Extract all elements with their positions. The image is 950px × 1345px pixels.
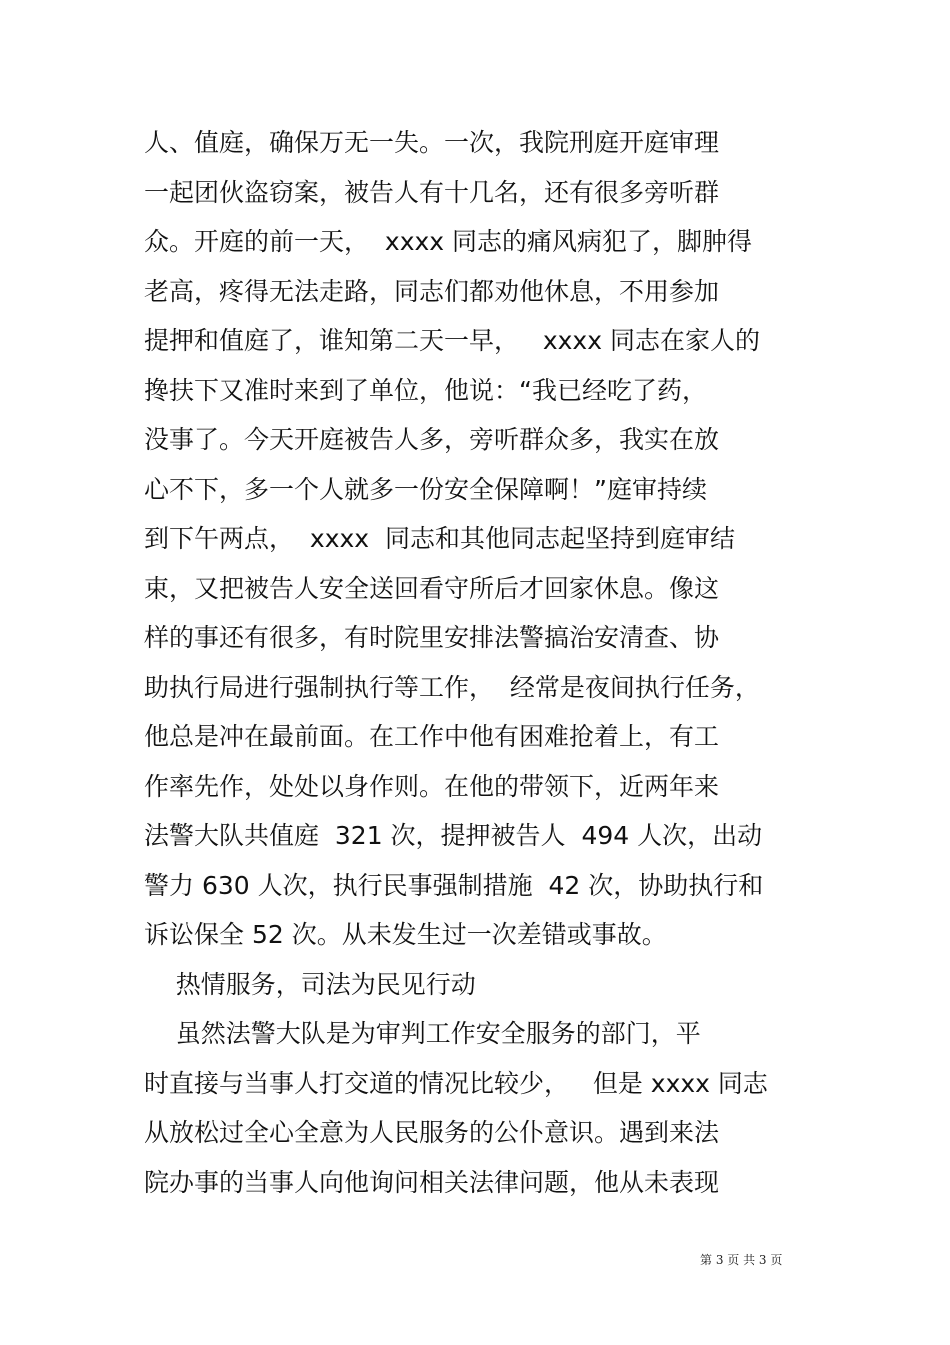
body-text xyxy=(144,118,844,1207)
text-line: 样的事还有很多，有时院里安排法警搞治安清查、协 xyxy=(144,623,720,652)
text-line: 搀扶下又准时来到了单位，他说：“我已经吃了药， xyxy=(144,375,707,405)
text-line: 从放松过全心全意为人民服务的公仆意识。遇到来法 xyxy=(144,1118,720,1147)
page-number-footer: 第 3 页 共 3 页 xyxy=(700,1253,783,1267)
text-line: 众。开庭的前一天， xxxx 同志的痛风病犯了，脚肿得 xyxy=(144,227,753,256)
text-line: 诉讼保全 52 次。从未发生过一次差错或事故。 xyxy=(144,920,667,949)
text-line: 人、值庭，确保万无一失。一次，我院刑庭开庭审理 xyxy=(144,128,720,157)
text-line: 作率先作，处处以身作则。在他的带领下，近两年来 xyxy=(144,771,720,801)
section-heading: 热情服务，司法为民见行动 xyxy=(144,969,476,999)
text-line: 心不下，多一个人就多一份安全保障啊！”庭审持续 xyxy=(144,474,707,504)
text-line: 提押和值庭了，谁知第二天一早， xxxx 同志在家人的 xyxy=(144,326,760,355)
text-line: 时直接与当事人打交道的情况比较少， 但是 xxxx 同志 xyxy=(144,1068,768,1098)
text-line: 虽然法警大队是为审判工作安全服务的部门，平 xyxy=(144,1019,701,1048)
text-line: 一起团伙盗窃案，被告人有十几名，还有很多旁听群 xyxy=(144,177,720,207)
text-line: 助执行局进行强制执行等工作， 经常是夜间执行任务， xyxy=(144,672,760,702)
text-line: 警力 630 人次，执行民事强制措施 42 次，协助执行和 xyxy=(144,870,764,900)
text-line: 他总是冲在最前面。在工作中他有困难抢着上，有工 xyxy=(144,722,720,751)
text-line: 老高，疼得无法走路，同志们都劝他休息，不用参加 xyxy=(144,276,720,306)
text-line: 到下午两点， xxxx 同志和其他同志起坚持到庭审结 xyxy=(144,524,735,553)
text-line: 束，又把被告人安全送回看守所后才回家休息。像这 xyxy=(144,573,720,603)
text-line: 没事了。今天开庭被告人多，旁听群众多，我实在放 xyxy=(144,425,720,454)
text-line: 院办事的当事人向他询问相关法律问题，他从未表现 xyxy=(144,1167,720,1197)
text-line: 法警大队共值庭 321 次，提押被告人 494 人次，出动 xyxy=(144,821,763,850)
